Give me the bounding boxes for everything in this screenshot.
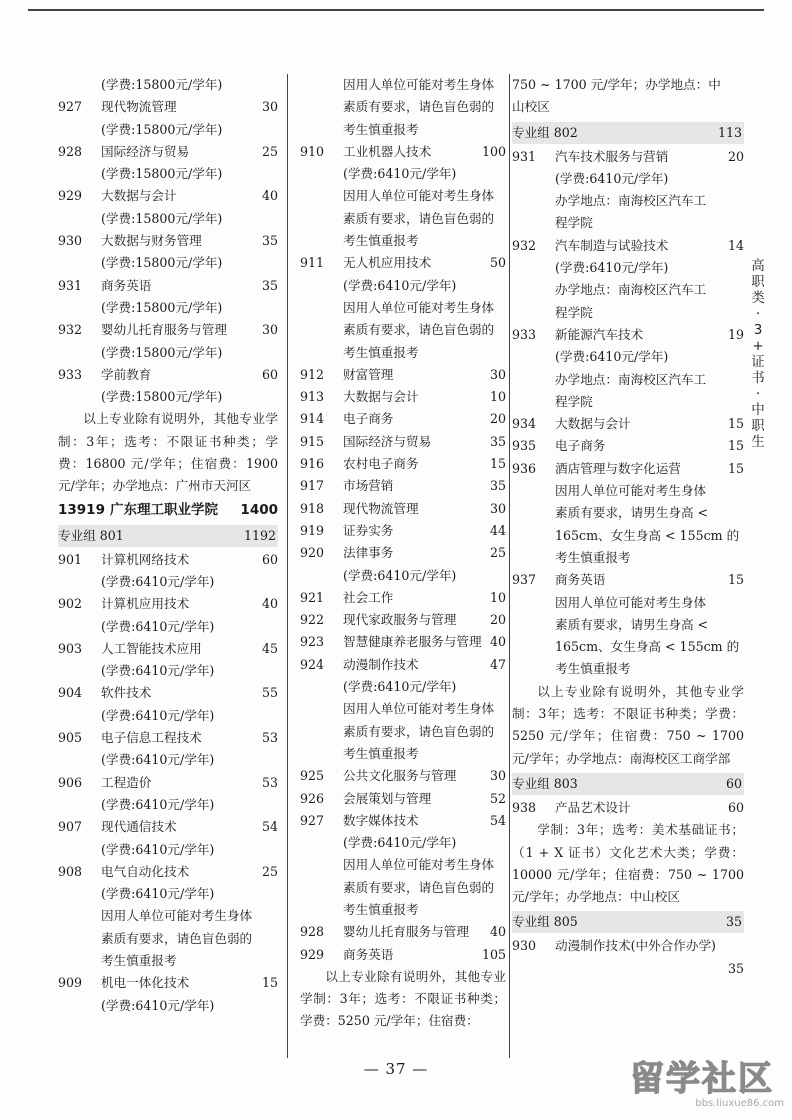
program-row: [300, 252, 506, 274]
program-name: 大数据与财务管理: [101, 233, 202, 249]
watermark-url: bbs.liuxue86.com: [695, 1098, 784, 1109]
program-name: 社会工作: [343, 589, 394, 605]
program-name: 电子信息工程技术: [101, 730, 202, 746]
program-quota: 50: [489, 255, 506, 271]
program-quota: 35: [261, 277, 278, 293]
program-row: [300, 364, 506, 386]
program-row: [300, 453, 506, 475]
program-note: (学费:6410元/学年): [101, 618, 215, 634]
program-row: [300, 788, 506, 810]
program-note: 素质有要求，请色盲色弱的: [343, 99, 495, 115]
program-row: [300, 386, 506, 408]
program-row: [300, 542, 506, 564]
program-row: [58, 861, 278, 883]
program-row: [512, 324, 744, 346]
program-quota: 40: [489, 924, 506, 940]
program-note: 因用人单位可能对考生身体: [343, 188, 495, 204]
program-quota: 30: [489, 768, 506, 784]
program-name: 动漫制作技术: [343, 656, 419, 672]
program-code: 925: [300, 768, 325, 784]
program-name: 酒店管理与数字化运营: [555, 460, 681, 476]
program-code: 906: [58, 774, 83, 790]
program-name: 电气自动化技术: [101, 863, 190, 879]
program-quota: 15: [489, 456, 506, 472]
program-code: 907: [58, 819, 83, 835]
program-code: 930: [512, 938, 537, 954]
group-name: 专业组 803: [512, 775, 578, 791]
program-note: 素质有要求，请男生身高 <: [555, 505, 709, 521]
program-note: (学费:6410元/学年): [101, 707, 215, 723]
summary-paragraph: 以上专业除有说明外，其他专业学制：3年；选考：不限证书种类；学费：5250 元/学年；住宿费：750 ~ 1700 元/学年；办学地点：南海校区工商学部: [512, 683, 744, 766]
continued-text: 山校区: [512, 99, 550, 115]
program-code: 914: [300, 411, 325, 427]
program-row: [58, 364, 278, 386]
program-row: [300, 921, 506, 943]
program-quota: 35: [489, 478, 506, 494]
program-name: 现代通信技术: [101, 819, 177, 835]
institution-heading: [58, 498, 278, 522]
program-code: 921: [300, 589, 325, 605]
program-quota: 30: [489, 366, 506, 382]
program-quota: 35: [727, 960, 744, 976]
side-tab-char: 职: [751, 274, 765, 290]
program-row: [512, 797, 744, 819]
program-note: (学费:6410元/学年): [555, 170, 669, 186]
program-note: 考生慎重报考: [555, 661, 631, 677]
program-row: [58, 141, 278, 163]
program-note: (学费:15800元/学年): [101, 344, 223, 360]
summary-paragraph: 以上专业除有说明外，其他专业学制：3年；选考：不限证书种类；学费：16800 元/学年；住宿费：1900 元/学年；办学地点：广州市天河区: [58, 411, 278, 494]
program-note: 考生慎重报考: [101, 952, 177, 968]
program-note: 程学院: [555, 304, 593, 320]
program-code: 928: [58, 143, 83, 159]
program-code: 918: [300, 500, 325, 516]
continued-text: 750 ~ 1700 元/学年；办学地点：中: [512, 77, 721, 92]
program-row: [58, 593, 278, 615]
program-note: 考生慎重报考: [343, 901, 419, 917]
program-quota: 25: [489, 545, 506, 561]
side-tab-char: +: [752, 338, 764, 354]
program-code: 902: [58, 596, 83, 612]
program-code: 923: [300, 634, 325, 650]
group-quota: 35: [725, 914, 742, 930]
program-name: 大数据与会计: [343, 389, 419, 405]
program-row: [300, 475, 506, 497]
program-row: [300, 520, 506, 542]
group-quota: 113: [717, 124, 742, 140]
program-note: 考生慎重报考: [343, 745, 419, 761]
column-divider: [287, 74, 288, 1058]
program-note: 考生慎重报考: [343, 233, 419, 249]
program-note: 办学地点：南海校区汽车工: [555, 282, 707, 298]
program-code: 917: [300, 478, 325, 494]
column-divider: [509, 74, 510, 1058]
program-name: 婴幼儿托育服务与管理: [343, 924, 469, 940]
program-quota: 53: [261, 730, 278, 746]
program-note: 素质有要求，请色盲色弱的: [343, 322, 495, 338]
program-row: [58, 638, 278, 660]
program-name: 现代家政服务与管理: [343, 612, 457, 628]
program-row: [58, 549, 278, 571]
watermark-text: 留学社区: [630, 1059, 774, 1099]
program-row: [300, 609, 506, 631]
program-note: (学费:6410元/学年): [343, 277, 457, 293]
program-row: [300, 141, 506, 163]
program-code: 928: [300, 924, 325, 940]
program-name: 新能源汽车技术: [555, 326, 644, 342]
side-tab-char: 中: [751, 402, 765, 418]
program-name: 动漫制作技术(中外合作办学): [555, 938, 716, 954]
side-tab-char: ·: [755, 306, 761, 322]
institution-code: 13919: [58, 501, 105, 518]
program-quota: 20: [489, 411, 506, 427]
program-note: 因用人单位可能对考生身体: [343, 857, 495, 873]
program-note: 素质有要求，请色盲色弱的: [101, 930, 253, 946]
program-code: 908: [58, 863, 83, 879]
program-code: 920: [300, 545, 325, 561]
group-name: 专业组 802: [512, 124, 578, 140]
side-tab-char: 生: [751, 434, 765, 450]
program-name: 学前教育: [101, 366, 152, 382]
program-note: 考生慎重报考: [343, 344, 419, 360]
side-tab-char: 职: [751, 418, 765, 434]
program-code: 916: [300, 456, 325, 472]
program-row: [512, 413, 744, 435]
program-note: 因用人单位可能对考生身体: [343, 701, 495, 717]
program-name: 电子商务: [555, 438, 606, 454]
program-group-header: [512, 773, 744, 795]
program-note: 因用人单位可能对考生身体: [555, 594, 707, 610]
program-code: 915: [300, 433, 325, 449]
program-code: 934: [512, 416, 537, 432]
institution-name: 广东理工职业学院: [110, 501, 218, 518]
program-row: [300, 631, 506, 653]
program-code: 931: [512, 148, 537, 164]
program-quota: 55: [261, 685, 278, 701]
program-name: 会展策划与管理: [343, 790, 432, 806]
side-tab-char: 类: [751, 290, 765, 306]
program-quota: 19: [727, 326, 744, 342]
group-name: 专业组 801: [58, 527, 124, 543]
program-quota: 35: [489, 433, 506, 449]
top-rule: [28, 9, 764, 11]
program-note: (学费:15800元/学年): [101, 389, 223, 405]
program-row: [58, 230, 278, 252]
program-quota: 40: [489, 634, 506, 650]
program-name: 市场营销: [343, 478, 394, 494]
program-row: [512, 569, 744, 591]
program-row: [512, 935, 744, 957]
program-row: [300, 810, 506, 832]
program-code: 901: [58, 551, 83, 567]
program-note: (学费:6410元/学年): [343, 567, 457, 583]
program-name: 工业机器人技术: [343, 143, 432, 159]
program-code: 927: [300, 812, 325, 828]
program-note: 办学地点：南海校区汽车工: [555, 371, 707, 387]
program-code: 927: [58, 99, 83, 115]
program-name: 智慧健康养老服务与管理: [343, 634, 482, 650]
program-code: 932: [58, 322, 83, 338]
program-row: [300, 431, 506, 453]
program-name: 无人机应用技术: [343, 255, 432, 271]
column-3: [512, 74, 744, 980]
program-quota: 54: [489, 812, 506, 828]
program-row: [512, 146, 744, 168]
section-side-tab: [746, 258, 770, 450]
program-name: 大数据与会计: [101, 188, 177, 204]
program-row: [58, 772, 278, 794]
program-note: 因用人单位可能对考生身体: [555, 483, 707, 499]
program-row: [300, 944, 506, 966]
program-quota: 15: [727, 438, 744, 454]
program-code: 911: [300, 255, 325, 271]
program-name: 计算机应用技术: [101, 596, 190, 612]
program-code: 929: [300, 946, 325, 962]
side-tab-char: 书: [751, 370, 765, 386]
program-name: 证券实务: [343, 522, 394, 538]
program-name: 法律事务: [343, 545, 394, 561]
program-quota: 30: [261, 322, 278, 338]
program-name: 汽车技术服务与营销: [555, 148, 669, 164]
program-row: [58, 96, 278, 118]
program-note: (学费:6410元/学年): [101, 796, 215, 812]
program-quota: 60: [261, 366, 278, 382]
program-quota: 60: [727, 799, 744, 815]
program-name: 现代物流管理: [343, 500, 419, 516]
program-note: 因用人单位可能对考生身体: [101, 908, 253, 924]
program-name: 机电一体化技术: [101, 975, 190, 991]
program-quota: 10: [489, 589, 506, 605]
program-note: 程学院: [555, 215, 593, 231]
program-quota-continued: [512, 958, 744, 980]
program-note: 165cm、女生身高 < 155cm 的: [555, 639, 740, 655]
program-note: 因用人单位可能对考生身体: [343, 299, 495, 315]
program-note: (学费:6410元/学年): [555, 349, 669, 365]
program-code: 922: [300, 612, 325, 628]
program-code: 903: [58, 640, 83, 656]
program-note: (学费:6410元/学年): [101, 886, 215, 902]
program-quota: 52: [489, 790, 506, 806]
program-name: 电子商务: [343, 411, 394, 427]
side-tab-char: 3: [753, 322, 763, 338]
program-note: 考生慎重报考: [555, 549, 631, 565]
program-row: [58, 816, 278, 838]
program-quota: 40: [261, 596, 278, 612]
program-code: 924: [300, 656, 325, 672]
program-name: 现代物流管理: [101, 99, 177, 115]
program-quota: 40: [261, 188, 278, 204]
program-note: 素质有要求，请色盲色弱的: [343, 879, 495, 895]
program-row: [300, 654, 506, 676]
program-name: 汽车制造与试验技术: [555, 237, 669, 253]
program-quota: 15: [727, 416, 744, 432]
summary-paragraph: 学制：3年；选考：美术基础证书；（1 + X 证书）文化艺术大类；学费：10000 元/学年；住宿费：750 ~ 1700 元/学年；办学地点：中山校区: [512, 822, 744, 905]
program-code: 933: [58, 366, 83, 382]
program-note: 办学地点：南海校区汽车工: [555, 193, 707, 209]
program-row: [512, 458, 744, 480]
program-note: 程学院: [555, 393, 593, 409]
program-quota: 10: [489, 389, 506, 405]
program-code: 904: [58, 685, 83, 701]
program-row: [58, 972, 278, 994]
program-code: 912: [300, 366, 325, 382]
program-name: 农村电子商务: [343, 456, 419, 472]
program-note: (学费:6410元/学年): [101, 841, 215, 857]
program-note: (学费:6410元/学年): [101, 752, 215, 768]
program-group-header: [58, 525, 278, 547]
program-quota: 44: [489, 522, 506, 538]
program-group-header: [512, 911, 744, 933]
program-row: [58, 727, 278, 749]
program-quota: 14: [727, 237, 744, 253]
program-note: (学费:6410元/学年): [101, 997, 215, 1013]
program-quota: 105: [481, 946, 506, 962]
program-name: 产品艺术设计: [555, 799, 631, 815]
program-code: 913: [300, 389, 325, 405]
program-quota: 20: [489, 612, 506, 628]
side-tab-char: 证: [751, 354, 765, 370]
side-tab-char: ·: [755, 386, 761, 402]
program-name: 公共文化服务与管理: [343, 768, 457, 784]
watermark-logo: [600, 1060, 790, 1116]
program-name: 国际经济与贸易: [343, 433, 432, 449]
program-name: 婴幼儿托育服务与管理: [101, 322, 227, 338]
summary-paragraph: 以上专业除有说明外，其他专业学制：3年；选考：不限证书种类；学费：5250 元/学年；住宿费：: [300, 968, 506, 1029]
program-quota: 54: [261, 819, 278, 835]
program-row: [512, 235, 744, 257]
program-quota: 15: [727, 460, 744, 476]
program-note: 165cm、女生身高 < 155cm 的: [555, 527, 740, 543]
program-quota: 53: [261, 774, 278, 790]
program-quota: 100: [481, 143, 506, 159]
program-code: 936: [512, 460, 537, 476]
institution-quota: 1400: [240, 501, 278, 518]
program-quota: 20: [727, 148, 744, 164]
program-note: (学费:15800元/学年): [101, 210, 223, 226]
group-quota: 60: [725, 775, 742, 791]
program-quota: 60: [261, 551, 278, 567]
program-row: [58, 319, 278, 341]
program-note: (学费:6410元/学年): [101, 573, 215, 589]
program-name: 商务英语: [343, 946, 394, 962]
program-code: 938: [512, 799, 537, 815]
program-note: (学费:6410元/学年): [343, 166, 457, 182]
program-code: 905: [58, 730, 83, 746]
program-note: 考生慎重报考: [343, 121, 419, 137]
program-note: 素质有要求，请色盲色弱的: [343, 210, 495, 226]
program-name: 数字媒体技术: [343, 812, 419, 828]
program-row: [300, 498, 506, 520]
program-name: 工程造价: [101, 774, 152, 790]
program-row: [58, 275, 278, 297]
page-number: — 37 —: [363, 1060, 429, 1078]
program-note: 素质有要求，请男生身高 <: [555, 616, 709, 632]
program-quota: 25: [261, 143, 278, 159]
group-quota: 1192: [243, 527, 276, 543]
program-name: 财富管理: [343, 366, 394, 382]
program-note: (学费:6410元/学年): [343, 679, 457, 695]
program-row: [512, 435, 744, 457]
program-note: (学费:6410元/学年): [555, 260, 669, 276]
program-code: 937: [512, 572, 537, 588]
program-row: [300, 587, 506, 609]
program-quota: 47: [489, 656, 506, 672]
program-row: [58, 185, 278, 207]
program-code: 933: [512, 326, 537, 342]
program-name: 计算机网络技术: [101, 551, 190, 567]
program-quota: 15: [261, 975, 278, 991]
program-note: (学费:15800元/学年): [101, 77, 223, 92]
program-quota: 15: [727, 572, 744, 588]
program-code: 929: [58, 188, 83, 204]
program-quota: 25: [261, 863, 278, 879]
side-tab-char: 高: [751, 258, 765, 274]
program-name: 人工智能技术应用: [101, 640, 202, 656]
program-note: 因用人单位可能对考生身体: [343, 77, 495, 92]
program-note: (学费:6410元/学年): [101, 663, 215, 679]
program-quota: 35: [261, 233, 278, 249]
program-code: 935: [512, 438, 537, 454]
program-note: (学费:15800元/学年): [101, 255, 223, 271]
program-note: (学费:15800元/学年): [101, 121, 223, 137]
program-code: 919: [300, 522, 325, 538]
program-name: 国际经济与贸易: [101, 143, 190, 159]
program-code: 909: [58, 975, 83, 991]
program-name: 商务英语: [101, 277, 152, 293]
program-row: [58, 682, 278, 704]
program-quota: 30: [261, 99, 278, 115]
program-name: 商务英语: [555, 572, 606, 588]
program-note: (学费:15800元/学年): [101, 166, 223, 182]
program-row: [300, 408, 506, 430]
program-code: 930: [58, 233, 83, 249]
program-group-header: [512, 122, 744, 144]
program-note: 素质有要求，请色盲色弱的: [343, 723, 495, 739]
program-row: [300, 765, 506, 787]
column-2: [300, 74, 506, 1033]
program-quota: 45: [261, 640, 278, 656]
column-1: [58, 74, 278, 1017]
group-name: 专业组 805: [512, 914, 578, 930]
program-note: (学费:6410元/学年): [343, 835, 457, 851]
program-name: 软件技术: [101, 685, 152, 701]
program-code: 932: [512, 237, 537, 253]
program-note: (学费:15800元/学年): [101, 299, 223, 315]
program-code: 931: [58, 277, 83, 293]
program-quota: 30: [489, 500, 506, 516]
program-code: 926: [300, 790, 325, 806]
program-name: 大数据与会计: [555, 416, 631, 432]
program-code: 910: [300, 143, 325, 159]
